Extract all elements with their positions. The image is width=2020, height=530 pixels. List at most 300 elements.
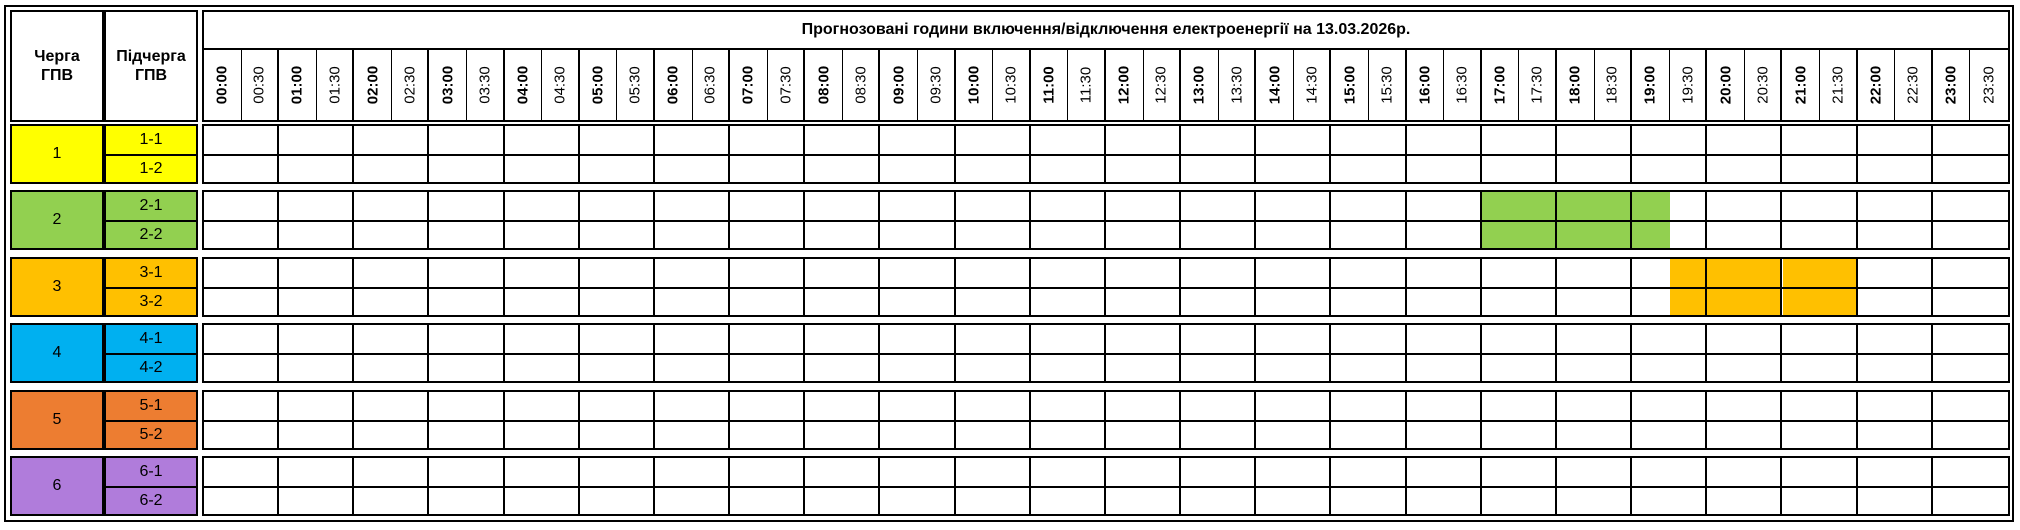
time-slot — [881, 156, 919, 182]
time-label: 05:30 — [626, 66, 644, 104]
time-slot — [1895, 325, 1933, 353]
subqueue-label: 2-1 — [139, 197, 163, 215]
time-slot — [1933, 325, 1971, 353]
time-slot — [1106, 192, 1144, 220]
queue-cell — [10, 190, 104, 250]
time-slot — [1369, 355, 1407, 381]
time-slot — [1557, 422, 1595, 448]
outage-slot — [1670, 259, 1708, 287]
time-slot — [843, 488, 881, 514]
schedule-row — [202, 390, 2010, 422]
time-slot — [1933, 355, 1971, 381]
time-slot — [467, 325, 505, 353]
time-slot — [467, 289, 505, 315]
time-slot — [1219, 289, 1257, 315]
time-slot — [1970, 422, 2008, 448]
time-slot — [768, 488, 806, 514]
time-slot — [242, 156, 280, 182]
time-slot — [279, 156, 317, 182]
time-slot — [843, 259, 881, 287]
subqueue-label: 1-2 — [139, 160, 163, 177]
time-slot — [1783, 126, 1821, 154]
time-label: 09:00 — [890, 65, 908, 105]
time-label: 06:30 — [701, 66, 719, 104]
time-slot — [1858, 422, 1896, 448]
time-slot — [1632, 259, 1670, 287]
time-slot — [354, 355, 392, 381]
time-slot — [467, 259, 505, 287]
time-label: 02:30 — [401, 66, 419, 104]
time-slot — [1407, 222, 1445, 248]
time-slot — [580, 458, 618, 486]
time-slot — [580, 422, 618, 448]
time-slot — [1858, 458, 1896, 486]
time-slot — [693, 289, 731, 315]
outage-slot — [1519, 222, 1557, 248]
schedule-row — [202, 124, 2010, 156]
time-slot — [1933, 126, 1971, 154]
time-slot — [1707, 488, 1745, 514]
schedule-row — [202, 190, 2010, 222]
time-slot — [580, 192, 618, 220]
time-slot — [956, 126, 994, 154]
time-slot — [1632, 355, 1670, 381]
schedule-row — [202, 456, 2010, 488]
schedule-row — [202, 287, 2010, 317]
subqueue-cell — [104, 353, 198, 383]
time-slot — [1144, 422, 1182, 448]
time-slot — [1106, 392, 1144, 420]
time-column-header — [392, 50, 430, 120]
time-column-header — [768, 50, 806, 120]
schedule-row — [202, 420, 2010, 450]
time-slot — [1933, 392, 1971, 420]
time-slot — [430, 355, 468, 381]
time-column-header — [505, 50, 543, 120]
time-slot — [1970, 156, 2008, 182]
time-slot — [1106, 156, 1144, 182]
time-slot — [317, 458, 355, 486]
time-label: 15:00 — [1341, 65, 1359, 105]
time-slot — [730, 289, 768, 315]
time-slot — [843, 222, 881, 248]
time-slot — [1219, 156, 1257, 182]
time-slot — [1369, 259, 1407, 287]
time-slot — [279, 458, 317, 486]
time-slot — [1219, 422, 1257, 448]
time-slot — [279, 259, 317, 287]
time-column-header — [993, 50, 1031, 120]
time-slot — [655, 355, 693, 381]
time-slot — [655, 126, 693, 154]
time-slot — [204, 488, 242, 514]
time-slot — [1858, 488, 1896, 514]
time-slot — [693, 156, 731, 182]
outage-slot — [1557, 222, 1595, 248]
time-label: 01:00 — [288, 65, 306, 105]
time-slot — [505, 289, 543, 315]
time-slot — [1482, 259, 1520, 287]
time-label: 04:30 — [551, 66, 569, 104]
time-slot — [1068, 488, 1106, 514]
time-slot — [279, 325, 317, 353]
time-slot — [1031, 325, 1069, 353]
subqueue-label: 3-2 — [139, 292, 163, 310]
time-slot — [1332, 126, 1370, 154]
time-slot — [655, 259, 693, 287]
time-slot — [1256, 355, 1294, 381]
time-slot — [354, 222, 392, 248]
time-slot — [1519, 289, 1557, 315]
time-slot — [768, 192, 806, 220]
time-slot — [467, 488, 505, 514]
time-label: 05:00 — [589, 65, 607, 105]
time-slot — [956, 392, 994, 420]
time-slot — [1332, 325, 1370, 353]
time-slot — [279, 355, 317, 381]
time-label: 19:00 — [1641, 65, 1659, 105]
time-slot — [1707, 192, 1745, 220]
time-slot — [1256, 222, 1294, 248]
time-slot — [317, 192, 355, 220]
time-label: 00:00 — [213, 65, 231, 105]
time-slot — [918, 156, 956, 182]
queue-cell — [10, 124, 104, 184]
time-slot — [1444, 488, 1482, 514]
time-slot — [1933, 422, 1971, 448]
time-column-header — [1294, 50, 1332, 120]
time-slot — [1820, 222, 1858, 248]
time-slot — [1933, 156, 1971, 182]
time-slot — [1068, 126, 1106, 154]
time-label: 23:00 — [1942, 65, 1960, 105]
time-label: 18:00 — [1566, 65, 1584, 105]
time-slot — [1256, 325, 1294, 353]
time-slot — [279, 289, 317, 315]
subqueue-cell — [104, 287, 198, 317]
time-slot — [580, 289, 618, 315]
time-slot — [505, 192, 543, 220]
time-slot — [505, 222, 543, 248]
time-slot — [1970, 289, 2008, 315]
time-slot — [693, 355, 731, 381]
time-slot — [1256, 192, 1294, 220]
time-slot — [1632, 156, 1670, 182]
time-column-header — [1407, 50, 1445, 120]
time-slot — [1068, 422, 1106, 448]
time-slot — [505, 422, 543, 448]
time-slot — [1294, 192, 1332, 220]
time-slot — [1219, 259, 1257, 287]
outage-slot — [1632, 222, 1670, 248]
time-slot — [204, 192, 242, 220]
time-slot — [805, 222, 843, 248]
time-column-header — [956, 50, 994, 120]
time-slot — [617, 192, 655, 220]
time-slot — [1895, 289, 1933, 315]
time-slot — [392, 355, 430, 381]
time-slot — [354, 458, 392, 486]
time-slot — [1181, 192, 1219, 220]
time-slot — [617, 355, 655, 381]
time-label: 07:30 — [777, 66, 795, 104]
time-slot — [204, 126, 242, 154]
time-slot — [881, 192, 919, 220]
time-slot — [1933, 192, 1971, 220]
time-slot — [1444, 289, 1482, 315]
time-slot — [467, 126, 505, 154]
time-slot — [1106, 488, 1144, 514]
time-slot — [1519, 392, 1557, 420]
time-slot — [505, 355, 543, 381]
time-slot — [1670, 392, 1708, 420]
time-slot — [1181, 458, 1219, 486]
time-slot — [1294, 325, 1332, 353]
time-slot — [1707, 422, 1745, 448]
time-slot — [1933, 458, 1971, 486]
subqueue-cell — [104, 390, 198, 422]
time-label: 17:00 — [1491, 65, 1509, 105]
time-slot — [1444, 126, 1482, 154]
time-slot — [918, 422, 956, 448]
time-column-header — [918, 50, 956, 120]
time-slot — [1369, 458, 1407, 486]
outage-slot — [1745, 259, 1783, 287]
time-slot — [317, 259, 355, 287]
time-slot — [1444, 325, 1482, 353]
schedule-row — [202, 486, 2010, 516]
time-slot — [1106, 325, 1144, 353]
time-slot — [1595, 392, 1633, 420]
time-slot — [242, 192, 280, 220]
time-slot — [467, 355, 505, 381]
time-slot — [1031, 289, 1069, 315]
time-slot — [279, 488, 317, 514]
time-slot — [1144, 458, 1182, 486]
time-slot — [1858, 126, 1896, 154]
time-slot — [1031, 355, 1069, 381]
time-label: 13:30 — [1228, 66, 1246, 104]
time-slot — [1519, 458, 1557, 486]
time-slot — [580, 355, 618, 381]
time-slot — [768, 355, 806, 381]
time-slot — [204, 325, 242, 353]
time-slot — [693, 222, 731, 248]
time-slot — [693, 325, 731, 353]
time-slot — [1895, 259, 1933, 287]
time-slot — [1670, 422, 1708, 448]
time-slot — [1557, 325, 1595, 353]
time-label: 12:30 — [1152, 66, 1170, 104]
time-slot — [1895, 192, 1933, 220]
time-slot — [693, 392, 731, 420]
time-slot — [1595, 355, 1633, 381]
time-slot — [1369, 126, 1407, 154]
time-column-header — [881, 50, 919, 120]
time-slot — [317, 222, 355, 248]
subqueue-cell — [104, 323, 198, 355]
queue-label: 2 — [52, 211, 62, 229]
time-slot — [1519, 259, 1557, 287]
time-slot — [1256, 458, 1294, 486]
time-slot — [1219, 458, 1257, 486]
time-column-header — [1745, 50, 1783, 120]
time-slot — [1557, 355, 1595, 381]
time-slot — [1895, 222, 1933, 248]
time-slot — [1219, 392, 1257, 420]
time-slot — [1407, 192, 1445, 220]
time-label: 21:00 — [1792, 65, 1810, 105]
time-slot — [279, 422, 317, 448]
time-slot — [204, 422, 242, 448]
time-slot — [505, 156, 543, 182]
time-slot — [467, 458, 505, 486]
time-slot — [1595, 458, 1633, 486]
time-slot — [1407, 488, 1445, 514]
time-slot — [580, 325, 618, 353]
subqueue-label: 6-1 — [139, 463, 163, 480]
time-slot — [1632, 422, 1670, 448]
queue-label: 6 — [52, 477, 62, 494]
time-slot — [1745, 422, 1783, 448]
time-slot — [1294, 222, 1332, 248]
time-slot — [1970, 488, 2008, 514]
time-slot — [1369, 422, 1407, 448]
time-slot — [881, 422, 919, 448]
subqueue-header — [104, 10, 198, 122]
time-slot — [1933, 259, 1971, 287]
time-slot — [1294, 355, 1332, 381]
time-slot — [1670, 192, 1708, 220]
outage-slot — [1783, 259, 1821, 287]
time-slot — [881, 355, 919, 381]
time-slot — [993, 289, 1031, 315]
time-slot — [242, 488, 280, 514]
time-slot — [1745, 392, 1783, 420]
time-slot — [204, 259, 242, 287]
time-slot — [580, 126, 618, 154]
time-slot — [768, 156, 806, 182]
time-label: 14:30 — [1303, 66, 1321, 104]
time-slot — [1181, 355, 1219, 381]
time-slot — [1670, 156, 1708, 182]
time-slot — [1557, 458, 1595, 486]
subqueue-label: 3-1 — [139, 263, 163, 281]
time-slot — [204, 355, 242, 381]
queue-label: 1 — [52, 145, 62, 162]
time-slot — [617, 126, 655, 154]
time-slot — [1219, 488, 1257, 514]
time-slot — [918, 259, 956, 287]
time-slot — [542, 355, 580, 381]
time-slot — [1444, 156, 1482, 182]
time-slot — [617, 325, 655, 353]
time-slot — [580, 222, 618, 248]
subqueue-cell — [104, 456, 198, 488]
subqueue-cell — [104, 190, 198, 222]
time-slot — [1895, 156, 1933, 182]
time-slot — [1294, 156, 1332, 182]
time-slot — [542, 156, 580, 182]
time-slot — [993, 422, 1031, 448]
time-label: 10:30 — [1002, 66, 1020, 104]
time-slot — [993, 126, 1031, 154]
time-slot — [1482, 392, 1520, 420]
time-slot — [1595, 325, 1633, 353]
time-slot — [542, 222, 580, 248]
time-slot — [1820, 156, 1858, 182]
time-slot — [881, 126, 919, 154]
time-slot — [1519, 126, 1557, 154]
time-slot — [956, 156, 994, 182]
outage-slot — [1670, 289, 1708, 315]
time-label: 04:00 — [514, 65, 532, 105]
time-slot — [1858, 156, 1896, 182]
time-slot — [242, 259, 280, 287]
time-slot — [1181, 259, 1219, 287]
time-slot — [1031, 259, 1069, 287]
time-slot — [1031, 126, 1069, 154]
time-label: 08:00 — [815, 65, 833, 105]
time-column-header — [1895, 50, 1933, 120]
time-slot — [1294, 259, 1332, 287]
time-slot — [1369, 156, 1407, 182]
time-slot — [956, 192, 994, 220]
time-slot — [918, 289, 956, 315]
time-slot — [242, 222, 280, 248]
time-slot — [1557, 156, 1595, 182]
time-slot — [993, 325, 1031, 353]
time-slot — [993, 355, 1031, 381]
time-slot — [1820, 355, 1858, 381]
time-slot — [467, 392, 505, 420]
time-slot — [1181, 289, 1219, 315]
time-slot — [655, 422, 693, 448]
time-slot — [693, 422, 731, 448]
time-slot — [354, 192, 392, 220]
time-slot — [542, 392, 580, 420]
time-label: 11:00 — [1040, 66, 1058, 104]
time-slot — [1595, 422, 1633, 448]
time-slot — [1181, 126, 1219, 154]
time-slot — [881, 488, 919, 514]
time-label: 01:30 — [326, 66, 344, 104]
outage-slot — [1482, 222, 1520, 248]
time-slot — [655, 289, 693, 315]
time-slot — [1407, 422, 1445, 448]
time-slot — [993, 192, 1031, 220]
time-column-header — [204, 50, 242, 120]
time-slot — [617, 222, 655, 248]
queue-cell — [10, 456, 104, 516]
time-slot — [1707, 222, 1745, 248]
time-slot — [1332, 289, 1370, 315]
time-slot — [354, 325, 392, 353]
time-slot — [1444, 392, 1482, 420]
time-slot — [805, 126, 843, 154]
time-column-header — [1444, 50, 1482, 120]
time-slot — [1444, 355, 1482, 381]
time-slot — [317, 422, 355, 448]
time-slot — [655, 458, 693, 486]
time-slot — [993, 488, 1031, 514]
time-slot — [768, 126, 806, 154]
time-slot — [1444, 458, 1482, 486]
outage-slot — [1632, 192, 1670, 220]
time-slot — [580, 156, 618, 182]
time-slot — [1332, 192, 1370, 220]
time-slot — [918, 392, 956, 420]
